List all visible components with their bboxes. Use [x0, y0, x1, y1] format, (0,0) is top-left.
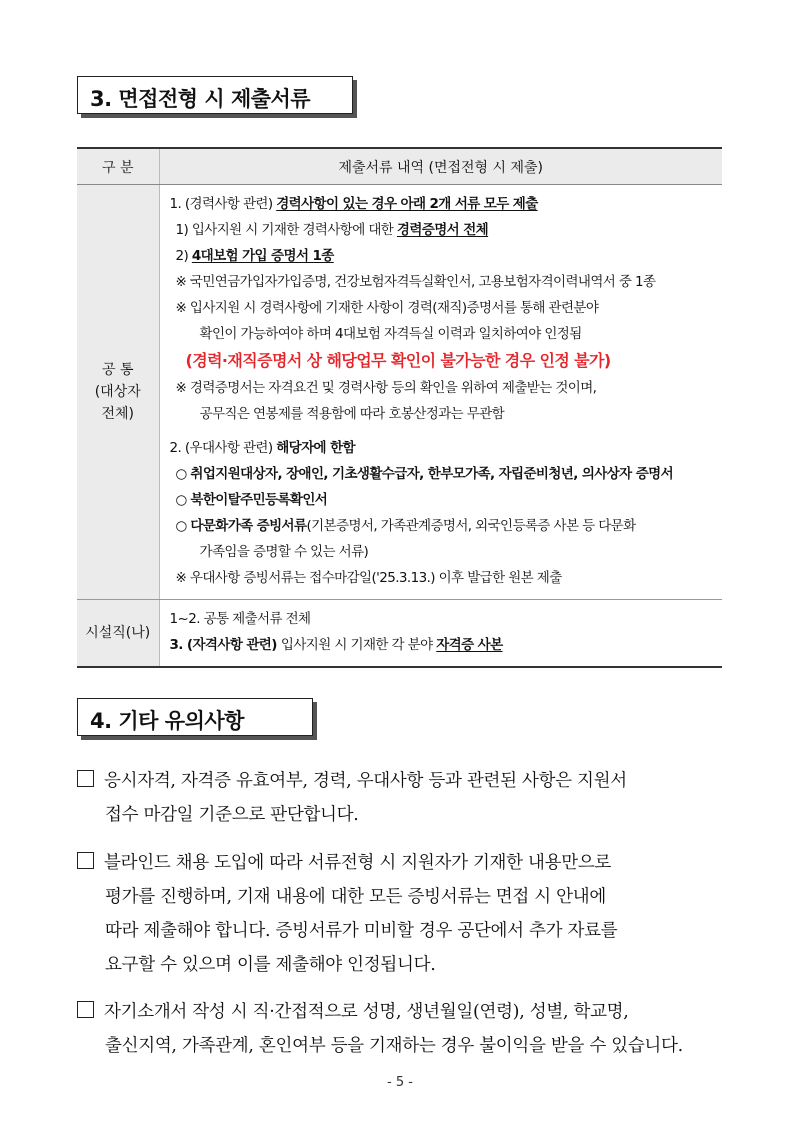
- checkbox-bullet-icon: [77, 1001, 94, 1018]
- submission-documents-table: [77, 147, 722, 668]
- section3-title-box: [77, 76, 353, 114]
- career-heading: 1. (경력사항 관련) 경력사항이 있는 경우 아래 2개 서류 모두 제출: [169, 196, 538, 212]
- category-common: [77, 185, 159, 600]
- section4-title: 4. 기타 유의사항: [90, 709, 244, 733]
- section4-title-box: [77, 698, 313, 736]
- facility-item-2: 3. (자격사항 관련) 입사지원 시 기재한 각 분야 자격증 사본: [169, 637, 503, 653]
- career-item-1: 1) 입사지원 시 기재한 경력사항에 대한 경력증명서 전체: [175, 222, 489, 238]
- facility-item-1: 1~2. 공통 제출서류 전체: [169, 611, 311, 627]
- warning-text: (경력·재직증명서 상 해당업무 확인이 불가능한 경우 인정 불가): [185, 351, 611, 370]
- category-facility: 시설직(나): [77, 600, 159, 668]
- preference-item-2: ○ 북한이탈주민등록확인서: [175, 492, 328, 508]
- checkbox-bullet-icon: [77, 852, 94, 869]
- category-line: (대상자: [94, 384, 141, 400]
- page-number: - 5 -: [387, 1075, 413, 1090]
- preference-item-1: ○ 취업지원대상자, 장애인, 기초생활수급자, 한부모가족, 자립준비청년, 의사상자 증명서: [175, 466, 674, 482]
- preference-heading: 2. (우대사항 관련) 해당자에 한함: [169, 440, 355, 456]
- career-cert-note-2: 공무직은 연봉제를 적용함에 따라 호봉산정과는 무관함: [199, 406, 505, 422]
- notice-paragraph-1: 응시자격, 자격증 유효여부, 경력, 우대사항 등과 관련된 사항은 지원서 접수 마감일 기준으로 판단합니다.: [77, 764, 727, 832]
- preference-item-3-cont: 가족임을 증명할 수 있는 서류): [199, 544, 369, 560]
- insurance-note: ※ 국민연금가입자가입증명, 건강보험자격득실확인서, 고용보험자격이력내역서 중 1종: [175, 274, 656, 290]
- career-item-2: 2) 4대보험 가입 증명서 1종: [175, 248, 334, 264]
- preference-item-3: ○ 다문화가족 증빙서류(기본증명서, 가족관계증명서, 외국인등록증 사본 등 다문화: [175, 518, 636, 534]
- table-row-common: [77, 185, 722, 600]
- section3-title: 3. 면접전형 시 제출서류: [90, 87, 311, 111]
- career-cert-note-1: ※ 경력증명서는 자격요건 및 경력사항 등의 확인을 위하여 제출받는 것이며,: [175, 380, 597, 396]
- header-category: 구 분: [77, 148, 159, 185]
- header-documents: 제출서류 내역 (면접전형 시 제출): [159, 148, 722, 185]
- checkbox-bullet-icon: [77, 770, 94, 787]
- preference-note: ※ 우대사항 증빙서류는 접수마감일('25.3.13.) 이후 발급한 원본 제출: [175, 570, 562, 586]
- career-note-1: ※ 입사지원 시 경력사항에 기재한 사항이 경력(재직)증명서를 통해 관련분야: [175, 300, 599, 316]
- table-row-facility: [77, 600, 722, 668]
- notice-paragraph-2: 블라인드 채용 도입에 따라 서류전형 시 지원자가 기재한 내용만으로 평가를 진행하며, 기재 내용에 대한 모든 증빙서류는 면접 시 안내에 따라 제출해야 합니다. 증빙서류가 미비할 경우 공단에서 추가 자료를 요구할 수 있으며 이를 제출해야 인정됩니다.: [77, 846, 727, 982]
- table-header-row: [77, 148, 722, 185]
- category-line: 공 통: [102, 362, 134, 378]
- category-line: 전체): [101, 406, 134, 422]
- facility-documents: [159, 600, 722, 668]
- common-documents: [159, 185, 722, 600]
- career-note-2: 확인이 가능하여야 하며 4대보험 자격득실 이력과 일치하여야 인정됨: [199, 326, 582, 342]
- notice-paragraph-3: 자기소개서 작성 시 직·간접적으로 성명, 생년월일(연령), 성별, 학교명, 출신지역, 가족관계, 혼인여부 등을 기재하는 경우 불이익을 받을 수 있습니다.: [77, 995, 727, 1063]
